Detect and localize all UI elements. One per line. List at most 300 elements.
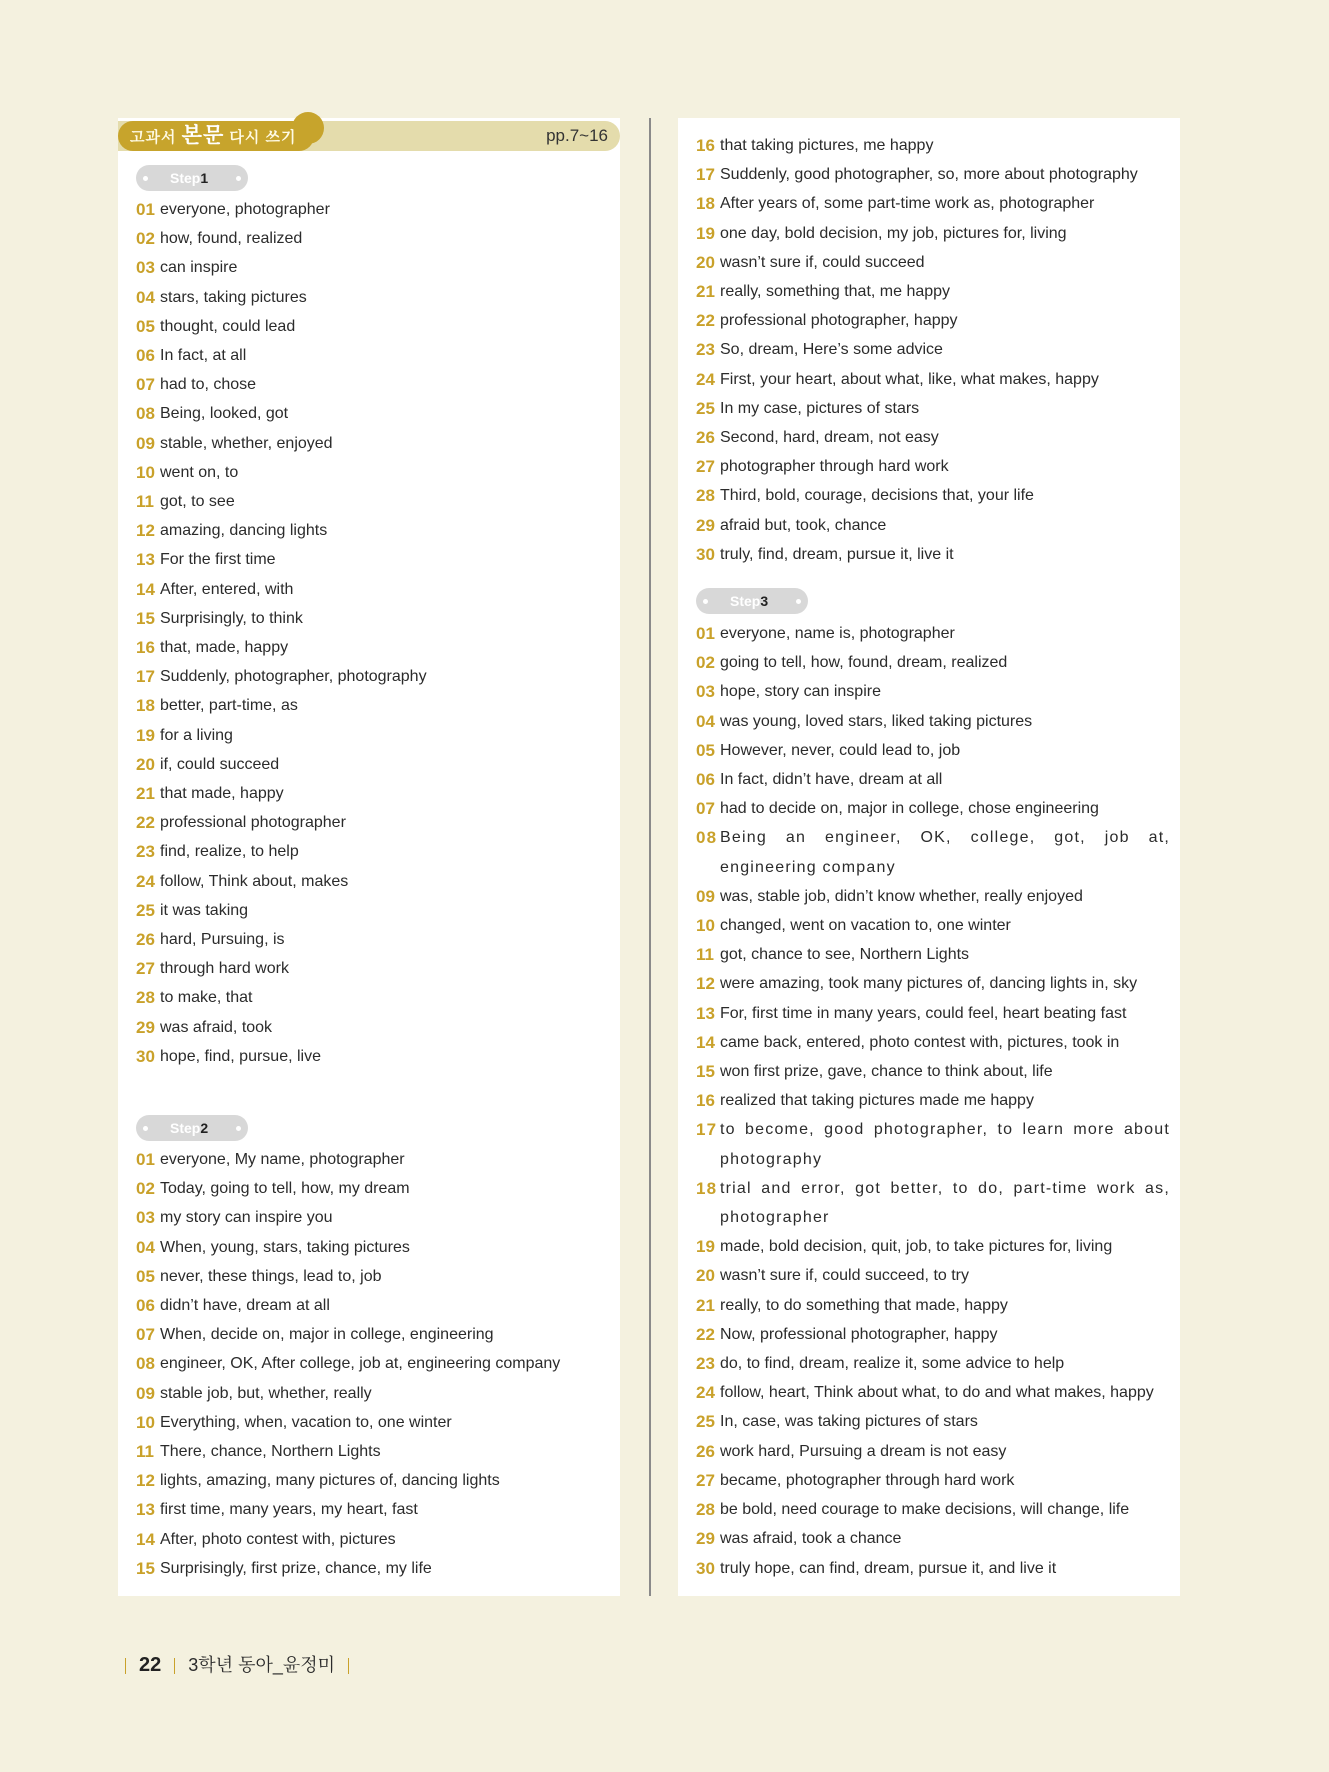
item-text: to become, good photographer, to learn more about photography (720, 1121, 1170, 1168)
item-text: was afraid, took (160, 1018, 273, 1036)
item-number: 24 (696, 369, 715, 389)
item-number: 08 (696, 828, 718, 848)
item-number: 11 (136, 492, 154, 512)
item-number: 05 (136, 1266, 155, 1286)
item-number: 20 (696, 1266, 715, 1286)
item-text: stable, whether, enjoyed (160, 434, 333, 452)
list-item (696, 677, 1170, 706)
item-number: 07 (136, 375, 155, 395)
item-number: 26 (136, 930, 155, 950)
step-number: 3 (760, 593, 769, 609)
list-item (696, 1495, 1170, 1524)
step3-list (696, 619, 1170, 1583)
item-number: 17 (696, 165, 715, 185)
list-item (136, 896, 610, 925)
list-item (136, 1466, 610, 1495)
list-item (136, 1320, 610, 1349)
list-item (136, 1145, 610, 1174)
pill-dot-right (796, 599, 801, 604)
item-number: 24 (696, 1383, 715, 1403)
item-number: 18 (696, 1178, 718, 1198)
list-item (136, 195, 610, 224)
item-number: 30 (696, 1558, 715, 1578)
item-number: 23 (136, 842, 155, 862)
item-text: really, something that, me happy (720, 283, 951, 301)
step2-badge (136, 1115, 248, 1141)
pill-dot-right (236, 1126, 241, 1131)
list-item (696, 131, 1170, 160)
item-number: 10 (136, 1412, 155, 1432)
item-text: amazing, dancing lights (160, 522, 328, 540)
item-text: if, could succeed (160, 755, 280, 773)
item-text: engineer, OK, After college, job at, engineering company (160, 1355, 561, 1373)
item-number: 16 (696, 136, 715, 155)
item-text: thought, could lead (160, 317, 296, 335)
item-text: Now, professional photographer, happy (720, 1325, 998, 1343)
item-number: 06 (696, 770, 715, 790)
item-number: 06 (136, 1296, 155, 1316)
title-pre: 고과서 (130, 129, 177, 146)
pill-dot-left (703, 599, 708, 604)
item-text: Being an engineer, OK, college, got, job at, engineering company (720, 829, 1170, 876)
item-number: 12 (136, 521, 155, 541)
item-number: 13 (136, 1500, 155, 1520)
column-divider (649, 118, 651, 1596)
item-text: can inspire (160, 259, 238, 277)
list-item (696, 481, 1170, 510)
item-number: 06 (136, 346, 155, 366)
list-item (696, 160, 1170, 189)
list-item (696, 648, 1170, 677)
list-item (696, 765, 1170, 794)
item-number: 16 (696, 1091, 715, 1111)
item-text: professional photographer (160, 814, 346, 832)
item-number: 19 (136, 725, 155, 745)
item-number: 03 (136, 258, 155, 278)
item-text: for a living (160, 726, 233, 744)
footer-divider (348, 1658, 349, 1674)
step-number: 1 (200, 170, 209, 186)
item-number: 16 (136, 638, 155, 658)
item-text: had to decide on, major in college, chose engineering (720, 800, 1099, 818)
item-text: afraid but, took, chance (720, 516, 887, 534)
list-item (136, 954, 610, 983)
item-text: became, photographer through hard work (720, 1471, 1015, 1489)
item-number: 05 (136, 316, 155, 336)
item-text: When, young, stars, taking pictures (160, 1238, 410, 1256)
item-text: hope, find, pursue, live (160, 1047, 321, 1065)
item-text: So, dream, Here’s some advice (720, 341, 943, 359)
list-item (696, 969, 1170, 998)
item-number: 01 (696, 624, 715, 643)
item-number: 28 (696, 486, 715, 506)
list-item (696, 736, 1170, 765)
list-item (136, 458, 610, 487)
list-item (696, 1291, 1170, 1320)
item-number: 21 (696, 282, 715, 302)
item-number: 17 (696, 1120, 718, 1140)
item-text: stable job, but, whether, really (160, 1384, 372, 1402)
item-text: better, part-time, as (160, 697, 298, 715)
list-item (136, 575, 610, 604)
item-number: 29 (136, 1017, 155, 1037)
page-range: pp.7~16 (546, 126, 608, 145)
item-text: Everything, when, vacation to, one winter (160, 1413, 452, 1431)
item-text: First, your heart, about what, like, what makes, happy (720, 370, 1099, 388)
item-number: 19 (696, 1237, 715, 1257)
list-item (136, 370, 610, 399)
list-item (696, 1437, 1170, 1466)
list-item (696, 248, 1170, 277)
list-item (136, 545, 610, 574)
item-number: 09 (136, 433, 155, 453)
list-item (696, 823, 1170, 881)
item-number: 05 (696, 740, 715, 760)
list-item (136, 808, 610, 837)
item-number: 11 (696, 945, 714, 965)
list-item (696, 335, 1170, 364)
list-item (696, 1378, 1170, 1407)
item-number: 27 (696, 1470, 715, 1490)
list-item (136, 691, 610, 720)
page-number: 22 (139, 1654, 162, 1676)
item-number: 10 (696, 916, 715, 936)
item-text: do, to find, dream, realize it, some advice to help (720, 1355, 1065, 1373)
step1-badge (136, 165, 248, 191)
item-text: hard, Pursuing, is (160, 931, 285, 949)
item-text: However, never, could lead to, job (720, 741, 961, 759)
item-text: wasn’t sure if, could succeed (720, 253, 925, 271)
item-number: 15 (696, 1062, 715, 1082)
pill-dot-left (143, 1126, 148, 1131)
item-number: 29 (696, 515, 715, 535)
item-number: 10 (136, 462, 155, 482)
item-number: 19 (696, 223, 715, 243)
item-text: that made, happy (160, 785, 284, 803)
item-number: 13 (696, 1003, 715, 1023)
item-number: 07 (696, 799, 715, 819)
item-text: After, photo contest with, pictures (160, 1530, 396, 1548)
item-text: my story can inspire you (160, 1209, 333, 1227)
item-text: going to tell, how, found, dream, realized (720, 654, 1008, 672)
step-word: Step (730, 593, 761, 609)
item-text: trial and error, got better, to do, part-time work as, photographer (720, 1179, 1170, 1227)
list-item (696, 1349, 1170, 1378)
list-item (696, 1057, 1170, 1086)
item-text: changed, went on vacation to, one winter (720, 917, 1011, 935)
item-text: was, stable job, didn’t know whether, really enjoyed (720, 887, 1083, 905)
title-post: 다시 쓰기 (229, 129, 297, 146)
step2-list-part1 (136, 1145, 610, 1583)
item-number: 02 (696, 653, 715, 673)
item-number: 20 (696, 252, 715, 272)
list-item (136, 837, 610, 866)
book-info: 3학년 동아_윤정미 (188, 1655, 336, 1675)
item-text: Today, going to tell, how, my dream (160, 1180, 410, 1198)
item-number: 12 (136, 1471, 155, 1491)
item-text: really, to do something that made, happy (720, 1296, 1008, 1314)
list-item (696, 619, 1170, 648)
step2-list-part2 (696, 131, 1170, 569)
list-item (696, 1524, 1170, 1553)
list-item (136, 750, 610, 779)
item-text: everyone, photographer (160, 201, 330, 218)
list-item (136, 1291, 610, 1320)
item-number: 24 (136, 871, 155, 891)
list-item (136, 224, 610, 253)
list-item (696, 1232, 1170, 1261)
item-number: 26 (696, 1441, 715, 1461)
list-item (136, 925, 610, 954)
item-number: 21 (136, 784, 155, 804)
list-item (696, 1407, 1170, 1436)
list-item (696, 911, 1170, 940)
list-item (136, 1262, 610, 1291)
item-number: 18 (136, 696, 155, 716)
page-footer (117, 1650, 357, 1680)
item-text: stars, taking pictures (160, 288, 307, 306)
item-text: how, found, realized (160, 230, 303, 248)
item-text: lights, amazing, many pictures of, dancing lights (160, 1472, 500, 1490)
item-text: In my case, pictures of stars (720, 399, 920, 417)
item-number: 22 (696, 1324, 715, 1344)
item-text: After, entered, with (160, 580, 294, 598)
list-item (136, 1408, 610, 1437)
list-item (136, 1203, 610, 1232)
item-text: be bold, need courage to make decisions, will change, life (720, 1501, 1130, 1519)
item-text: Suddenly, photographer, photography (160, 668, 427, 686)
list-item (136, 1233, 610, 1262)
item-text: were amazing, took many pictures of, dancing lights in, sky (720, 975, 1138, 993)
item-text: find, realize, to help (160, 843, 299, 861)
item-text: Being, looked, got (160, 405, 289, 423)
item-number: 08 (136, 404, 155, 424)
list-item (696, 219, 1170, 248)
item-number: 26 (696, 428, 715, 448)
item-text: one day, bold decision, my job, pictures for, living (720, 224, 1067, 242)
item-text: it was taking (160, 901, 249, 919)
item-text: was afraid, took a chance (720, 1530, 902, 1548)
step3-badge (696, 588, 808, 614)
item-text: had to, chose (160, 376, 257, 394)
item-number: 03 (136, 1208, 155, 1228)
list-item (696, 707, 1170, 736)
item-number: 18 (696, 194, 715, 214)
item-text: Third, bold, courage, decisions that, your life (720, 487, 1034, 505)
step-word: Step (170, 170, 201, 186)
list-item (136, 983, 610, 1012)
item-number: 22 (136, 813, 155, 833)
list-item (136, 867, 610, 896)
item-text: When, decide on, major in college, engineering (160, 1326, 494, 1344)
list-item (136, 1013, 610, 1042)
item-text: everyone, My name, photographer (160, 1151, 405, 1168)
list-item (696, 1086, 1170, 1115)
list-item (696, 999, 1170, 1028)
item-text: Second, hard, dream, not easy (720, 429, 939, 447)
list-item (696, 1320, 1170, 1349)
item-number: 25 (696, 1412, 715, 1432)
item-text: For, first time in many years, could feel, heart beating fast (720, 1004, 1127, 1022)
item-text: got, chance to see, Northern Lights (720, 946, 970, 964)
item-number: 02 (136, 1179, 155, 1199)
item-number: 03 (696, 682, 715, 702)
list-item (696, 1554, 1170, 1583)
item-text: After years of, some part-time work as, photographer (720, 195, 1095, 213)
item-number: 02 (136, 229, 155, 249)
item-number: 04 (136, 287, 155, 307)
item-text: Suddenly, good photographer, so, more about photography (720, 166, 1138, 184)
item-text: follow, heart, Think about what, to do and what makes, happy (720, 1384, 1154, 1402)
list-item (696, 1174, 1170, 1232)
item-text: hope, story can inspire (720, 683, 881, 701)
step1-list (136, 195, 610, 1071)
list-item (136, 1554, 610, 1583)
list-item (136, 1042, 610, 1071)
list-item (696, 394, 1170, 423)
left-panel (118, 118, 620, 1596)
list-item (136, 341, 610, 370)
list-item (136, 429, 610, 458)
list-item (696, 423, 1170, 452)
item-number: 28 (696, 1500, 715, 1520)
item-number: 15 (136, 1558, 155, 1578)
item-number: 20 (136, 754, 155, 774)
item-text: work hard, Pursuing a dream is not easy (720, 1442, 1007, 1460)
item-text: first time, many years, my heart, fast (160, 1501, 418, 1519)
list-item (136, 253, 610, 282)
item-number: 29 (696, 1529, 715, 1549)
item-number: 11 (136, 1442, 154, 1462)
list-item (136, 633, 610, 662)
list-item (136, 604, 610, 633)
item-number: 28 (136, 988, 155, 1008)
item-text: that taking pictures, me happy (720, 137, 934, 154)
list-item (136, 283, 610, 312)
footer-divider (174, 1658, 175, 1674)
item-text: There, chance, Northern Lights (160, 1443, 381, 1461)
item-number: 09 (136, 1383, 155, 1403)
item-text: to make, that (160, 989, 253, 1007)
list-item (696, 189, 1170, 218)
item-number: 25 (696, 398, 715, 418)
list-item (696, 540, 1170, 569)
list-item (696, 794, 1170, 823)
pill-dot-right (236, 176, 241, 181)
list-item (696, 882, 1170, 911)
list-item (136, 1349, 610, 1378)
list-item (696, 1261, 1170, 1290)
title-big: 본문 (181, 124, 225, 147)
item-number: 14 (136, 1529, 155, 1549)
list-item (136, 662, 610, 691)
list-item (136, 1525, 610, 1554)
step-word: Step (170, 1120, 201, 1136)
list-item (696, 940, 1170, 969)
right-panel (678, 118, 1180, 1596)
list-item (136, 516, 610, 545)
pill-dot-left (143, 176, 148, 181)
item-text: In fact, didn’t have, dream at all (720, 771, 943, 789)
item-number: 13 (136, 550, 155, 570)
item-number: 22 (696, 311, 715, 331)
list-item (696, 365, 1170, 394)
item-number: 04 (136, 1237, 155, 1257)
item-number: 17 (136, 667, 155, 687)
item-number: 23 (696, 340, 715, 360)
item-number: 12 (696, 974, 715, 994)
item-text: went on, to (160, 463, 239, 481)
list-item (696, 277, 1170, 306)
item-text: follow, Think about, makes (160, 872, 349, 890)
item-text: Surprisingly, first prize, chance, my life (160, 1559, 432, 1577)
list-item (696, 306, 1170, 335)
item-number: 21 (696, 1295, 715, 1315)
item-number: 01 (136, 1150, 155, 1169)
item-text: that, made, happy (160, 639, 289, 657)
item-number: 14 (136, 579, 155, 599)
item-text: came back, entered, photo contest with, pictures, took in (720, 1033, 1120, 1051)
item-number: 30 (696, 544, 715, 564)
item-text: In, case, was taking pictures of stars (720, 1413, 978, 1431)
list-item (136, 1379, 610, 1408)
section-title (118, 121, 314, 151)
item-text: photographer through hard work (720, 458, 949, 476)
list-item (696, 1466, 1170, 1495)
item-number: 30 (136, 1046, 155, 1066)
item-text: wasn’t sure if, could succeed, to try (720, 1267, 969, 1285)
item-number: 08 (136, 1354, 155, 1374)
footer-divider (125, 1658, 126, 1674)
item-number: 15 (136, 608, 155, 628)
item-text: truly, find, dream, pursue it, live it (720, 545, 954, 563)
item-text: won first prize, gave, chance to think about, life (720, 1063, 1053, 1081)
list-item (136, 399, 610, 428)
list-item (136, 1174, 610, 1203)
item-number: 23 (696, 1354, 715, 1374)
item-text: realized that taking pictures made me happy (720, 1092, 1034, 1110)
list-item (136, 487, 610, 516)
item-text: professional photographer, happy (720, 312, 958, 330)
item-text: made, bold decision, quit, job, to take pictures for, living (720, 1238, 1113, 1256)
item-number: 25 (136, 900, 155, 920)
item-number: 07 (136, 1325, 155, 1345)
list-item (696, 511, 1170, 540)
item-number: 01 (136, 200, 155, 219)
item-number: 09 (696, 886, 715, 906)
item-text: For the first time (160, 551, 276, 569)
item-text: got, to see (160, 493, 235, 511)
item-text: didn’t have, dream at all (160, 1297, 330, 1315)
list-item (696, 1115, 1170, 1173)
item-text: was young, loved stars, liked taking pictures (720, 712, 1033, 730)
item-text: truly hope, can find, dream, pursue it, and live it (720, 1559, 1057, 1577)
list-item (696, 452, 1170, 481)
list-item (136, 721, 610, 750)
list-item (136, 312, 610, 341)
item-number: 14 (696, 1032, 715, 1052)
item-number: 04 (696, 711, 715, 731)
item-text: never, these things, lead to, job (160, 1267, 382, 1285)
item-text: Surprisingly, to think (160, 609, 303, 627)
list-item (136, 1437, 610, 1466)
list-item (136, 779, 610, 808)
list-item (136, 1495, 610, 1524)
item-text: through hard work (160, 960, 289, 978)
item-number: 27 (696, 457, 715, 477)
list-item (696, 1028, 1170, 1057)
step-number: 2 (200, 1120, 209, 1136)
